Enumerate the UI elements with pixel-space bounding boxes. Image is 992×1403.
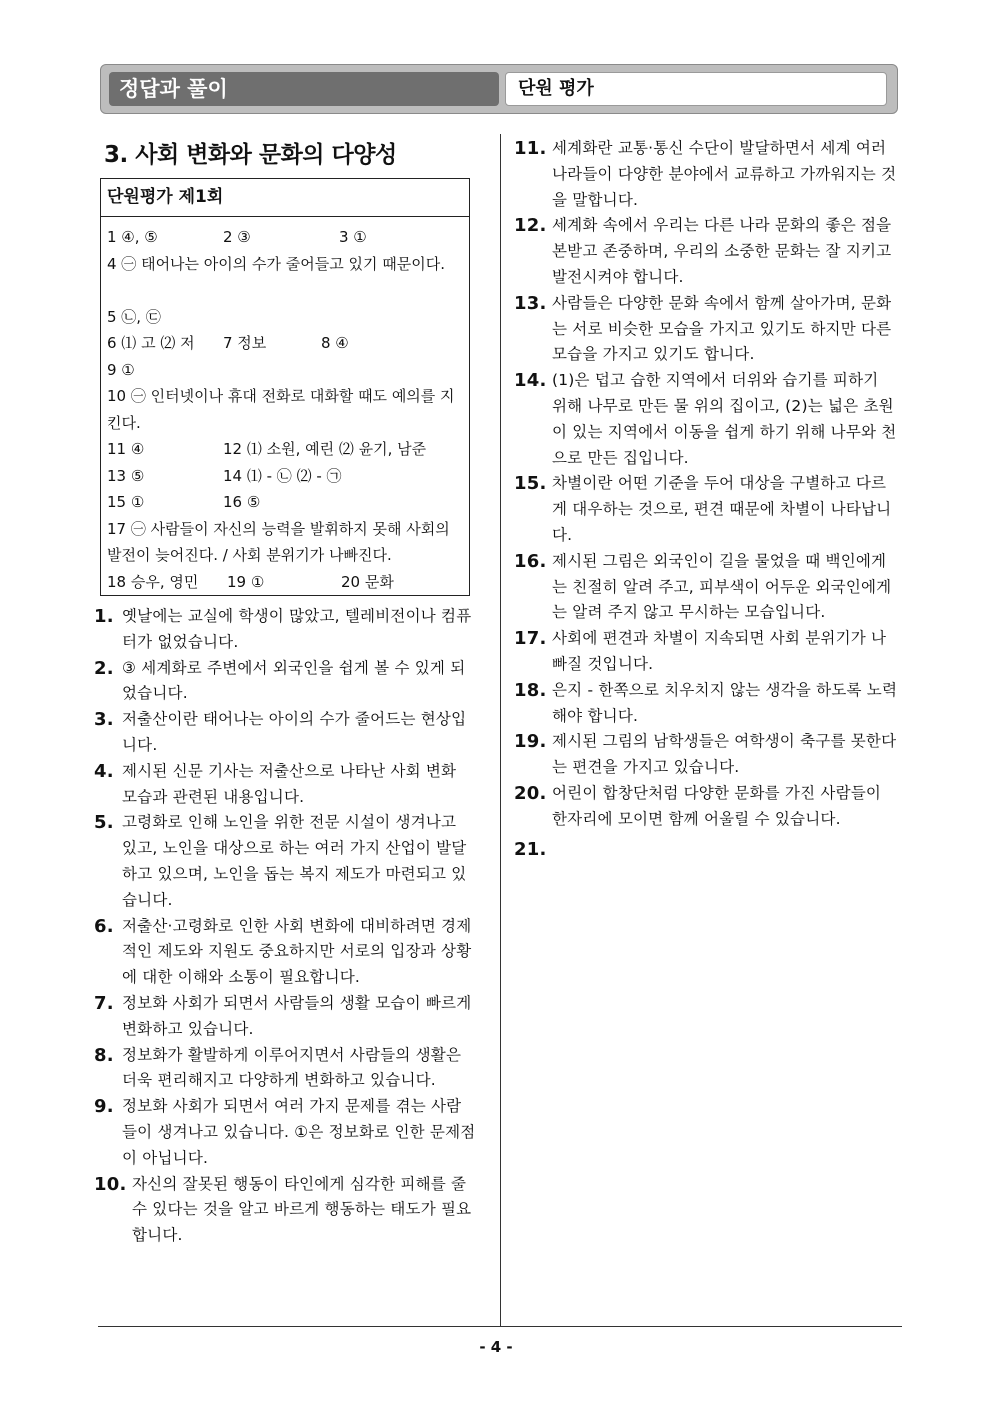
explanation-text: (1)은 덥고 습한 지역에서 더위와 습기를 피하기 위해 나무로 만든 물 위의 집이고, (2)는 넓은 초원이 있는 지역에서 이동을 쉽게 하기 위해 나무와 천으로 만든 집입니다. (552, 371, 897, 467)
explanation-item (514, 471, 898, 548)
explanation-number: 12. (514, 215, 547, 237)
explanation-item (94, 914, 476, 991)
explanation-text: 자신의 잘못된 행동이 타인에게 심각한 피해를 줄 수 있다는 것을 알고 바르게 행동하는 태도가 필요합니다. (132, 1174, 472, 1245)
answer-row (107, 224, 463, 251)
answer-cell: 3 ① (339, 228, 367, 246)
explanation-item (94, 810, 476, 913)
explanation-item (514, 291, 898, 368)
answer-box-body (101, 217, 469, 595)
answer-row (107, 489, 463, 516)
answer-cell: 9 ① (107, 360, 135, 379)
answer-row (107, 330, 463, 357)
explanation-number: 21. (514, 838, 547, 860)
explanation-number: 6. (94, 915, 114, 937)
answer-cell: 1 ④, ⑤ (107, 228, 158, 246)
header-unit-label: 단원 평가 (505, 72, 887, 106)
answer-row: 10 ㊀ 인터넷이나 휴대 전화로 대화할 때도 예의를 지킨다. (107, 387, 455, 432)
explanation-number: 15. (514, 473, 547, 495)
explanation-text: 사람들은 다양한 문화 속에서 함께 살아가며, 문화는 서로 비슷한 모습을 가지고 있기도 하지만 다른 모습을 가지고 있기도 합니다. (552, 293, 892, 364)
explanation-text: 저출산·고령화로 인한 사회 변화에 대비하려면 경제적인 제도와 지원도 중요하지만 서로의 입장과 상황에 대한 이해와 소통이 필요합니다. (122, 916, 472, 987)
answer-cell: 20 문화 (341, 572, 394, 591)
explanation-number: 16. (514, 550, 547, 572)
answer-cell: 5 ㉡, ㉢ (107, 307, 161, 326)
explanation-number: 2. (94, 657, 114, 679)
answer-row (107, 436, 463, 463)
explanation-item (94, 1094, 476, 1171)
answer-cell: 8 ④ (321, 334, 349, 352)
explanation-text: 제시된 신문 기사는 저출산으로 나타난 사회 변화 모습과 관련된 내용입니다. (122, 761, 457, 806)
answer-cell: 18 승우, 영민 (107, 572, 199, 591)
explanation-text: 고령화로 인해 노인을 위한 전문 시설이 생겨나고 있고, 노인을 대상으로 하는 여러 가지 산업이 발달하고 있으며, 노인을 돕는 복지 제도가 마련되고 있습니다. (122, 813, 467, 909)
explanation-item (94, 991, 476, 1043)
explanation-text: 세계화란 교통·통신 수단이 발달하면서 세계 여러 나라들이 다양한 분야에서 교류하고 가까워지는 것을 말합니다. (552, 139, 897, 209)
explanation-item (514, 729, 898, 781)
explanation-list-right (514, 136, 898, 860)
explanation-text: 옛날에는 교실에 학생이 많았고, 텔레비전이나 컴퓨터가 없었습니다. (122, 607, 472, 651)
section-title: 3. 사회 변화와 문화의 다양성 (104, 142, 397, 168)
header-bar (100, 64, 898, 114)
column-divider (500, 134, 501, 1326)
header-section-label: 정답과 풀이 (109, 72, 499, 106)
explanation-number: 9. (94, 1096, 114, 1118)
explanation-text: 정보화가 활발하게 이루어지면서 사람들의 생활은 더욱 편리해지고 다양하게 변화하고 있습니다. (122, 1045, 462, 1090)
answer-row (107, 304, 463, 331)
explanation-number: 8. (94, 1044, 114, 1066)
explanation-item (514, 136, 898, 213)
explanation-text: ③ 세계화로 주변에서 외국인을 쉽게 볼 수 있게 되었습니다. (122, 658, 466, 703)
footer-rule (98, 1326, 902, 1327)
answer-cell: 7 정보 (223, 334, 267, 352)
answer-cell: 19 ① (227, 572, 265, 591)
page-number: - 4 - (479, 1338, 513, 1356)
answer-cell: 16 ⑤ (223, 493, 261, 511)
explanation-item (94, 656, 476, 708)
answer-cell: 15 ① (107, 493, 145, 511)
explanation-text: 저출산이란 태어나는 아이의 수가 줄어드는 현상입니다. (122, 710, 467, 754)
explanation-item (94, 1172, 476, 1249)
explanation-text: 차별이란 어떤 기준을 두어 대상을 구별하고 다르게 대우하는 것으로, 편견 때문에 차별이 나타납니다. (552, 474, 892, 544)
explanation-text: 제시된 그림은 외국인이 길을 물었을 때 백인에게는 친절히 알려 주고, 피부색이 어두운 외국인에게는 알려 주지 않고 무시하는 모습입니다. (552, 551, 892, 622)
answer-cell: 13 ⑤ (107, 466, 145, 485)
explanation-item (514, 368, 898, 471)
answer-box-title: 단원평가 제1회 (101, 179, 469, 217)
explanation-number: 5. (94, 812, 114, 834)
explanation-item (514, 678, 898, 730)
answer-box (100, 178, 470, 596)
explanation-item (94, 707, 476, 759)
explanation-item (94, 1043, 476, 1095)
explanation-number: 3. (94, 709, 114, 731)
explanation-item (94, 759, 476, 811)
answer-row (107, 357, 463, 384)
explanation-text: 정보화 사회가 되면서 사람들의 생활 모습이 빠르게 변화하고 있습니다. (122, 993, 472, 1038)
explanation-number: 19. (514, 731, 547, 753)
explanation-number: 7. (94, 992, 114, 1014)
answer-row (107, 463, 463, 490)
explanation-item (514, 549, 898, 626)
explanation-text: 사회에 편견과 차별이 지속되면 사회 분위기가 나빠질 것입니다. (552, 629, 887, 673)
explanation-number: 1. (94, 606, 114, 627)
answer-cell: 6 ⑴ 고 ⑵ 저 (107, 334, 195, 352)
explanation-text: 은지 - 한쪽으로 치우치지 않는 생각을 하도록 노력해야 합니다. (552, 680, 898, 725)
explanation-item (94, 604, 476, 656)
explanation-text: 정보화 사회가 되면서 여러 가지 문제를 겪는 사람들이 생겨나고 있습니다. ①은 정보화로 인한 문제점이 아닙니다. (122, 1097, 476, 1167)
explanation-item (514, 781, 898, 833)
explanation-text: 제시된 그림의 남학생들은 여학생이 축구를 못한다는 편견을 가지고 있습니다. (552, 732, 897, 777)
explanation-number: 20. (514, 782, 547, 804)
answer-cell: 11 ④ (107, 440, 145, 458)
explanation-item (514, 213, 898, 290)
explanation-number: 4. (94, 760, 114, 782)
answer-cell: 12 ⑴ 소원, 예린 ⑵ 윤기, 남준 (223, 440, 427, 458)
answer-row: 4 ㊀ 태어나는 아이의 수가 줄어들고 있기 때문이다. (107, 254, 445, 273)
answer-cell: 2 ③ (223, 228, 251, 246)
explanation-item (514, 626, 898, 678)
explanation-text: 세계화 속에서 우리는 다른 나라 문화의 좋은 점을 본받고 존중하며, 우리의 소중한 문화는 잘 지키고 발전시켜야 합니다. (552, 216, 892, 286)
explanation-number: 11. (514, 138, 547, 159)
explanation-number: 13. (514, 292, 547, 314)
explanation-number: 17. (514, 628, 547, 650)
explanation-number: 14. (514, 370, 547, 392)
explanation-number: 10. (94, 1173, 127, 1195)
answer-cell: 14 ⑴ - ㉡ ⑵ - ㉠ (223, 466, 342, 485)
answer-row (107, 569, 463, 596)
explanation-number: 18. (514, 679, 547, 701)
answer-row: 17 ㊀ 사람들이 자신의 능력을 발휘하지 못해 사회의 발전이 늦어진다. / 사회 분위기가 나빠진다. (107, 519, 450, 564)
explanation-text: 어린이 합창단처럼 다양한 문화를 가진 사람들이 한자리에 모이면 함께 어울릴 수 있습니다. (552, 783, 882, 828)
explanation-list-left (94, 604, 476, 1249)
